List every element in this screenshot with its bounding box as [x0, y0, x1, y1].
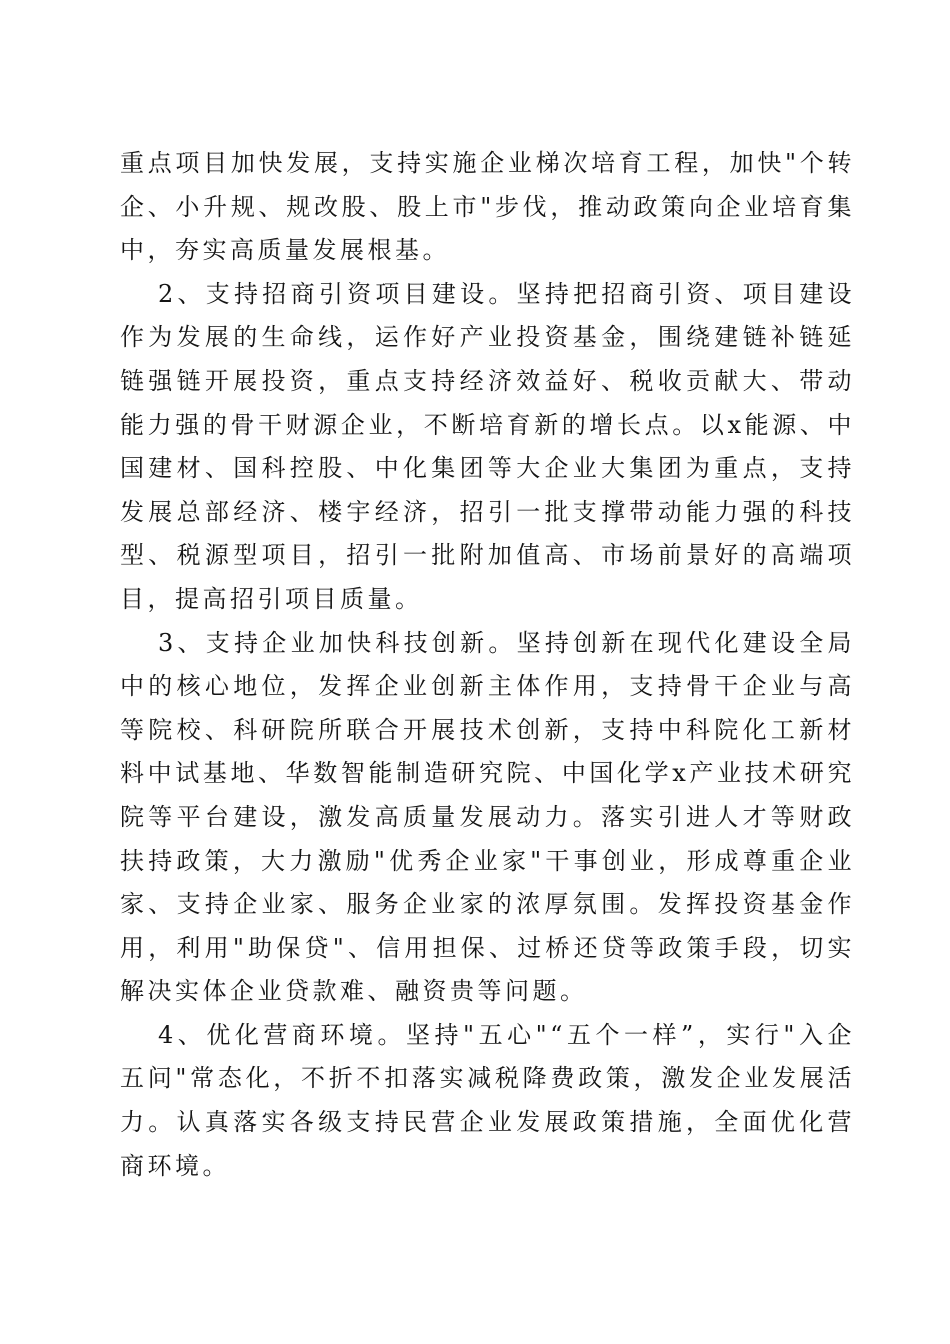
- document-body: [120, 142, 855, 1188]
- paragraph-continuation: 重点项目加快发展，支持实施企业梯次培育工程，加快"个转企、小升规、规改股、股上市"步伐，推动政策向企业培育集中，夯实高质量发展根基。: [120, 149, 855, 265]
- paragraph-4-business-environment: 4、优化营商环境。坚持"五心"“五个一样”，实行"入企五问"常态化，不折不扣落实减税降费政策，激发企业发展活力。认真落实各级支持民营企业发展政策措施，全面优化营商环境。: [120, 1020, 855, 1180]
- paragraph-2-investment: 2、支持招商引资项目建设。坚持把招商引资、项目建设作为发展的生命线，运作好产业投资基金，围绕建链补链延链强链开展投资，重点支持经济效益好、税收贡献大、带动能力强的骨干财源企业，不断培育新的增长点。以x能源、中国建材、国科控股、中化集团等大企业大集团为重点，支持发展总部经济、楼宇经济，招引一批支撑带动能力强的科技型、税源型项目，招引一批附加值高、市场前景好的高端项目，提高招引项目质量。: [120, 279, 855, 613]
- paragraph-3-innovation: 3、支持企业加快科技创新。坚持创新在现代化建设全局中的核心地位，发挥企业创新主体作用，支持骨干企业与高等院校、科研院所联合开展技术创新，支持中科院化工新材料中试基地、华数智能制造研究院、中国化学x产业技术研究院等平台建设，激发高质量发展动力。落实引进人才等财政扶持政策，大力激励"优秀企业家"干事创业，形成尊重企业家、支持企业家、服务企业家的浓厚氛围。发挥投资基金作用，利用"助保贷"、信用担保、过桥还贷等政策手段，切实解决实体企业贷款难、融资贵等问题。: [120, 628, 855, 1006]
